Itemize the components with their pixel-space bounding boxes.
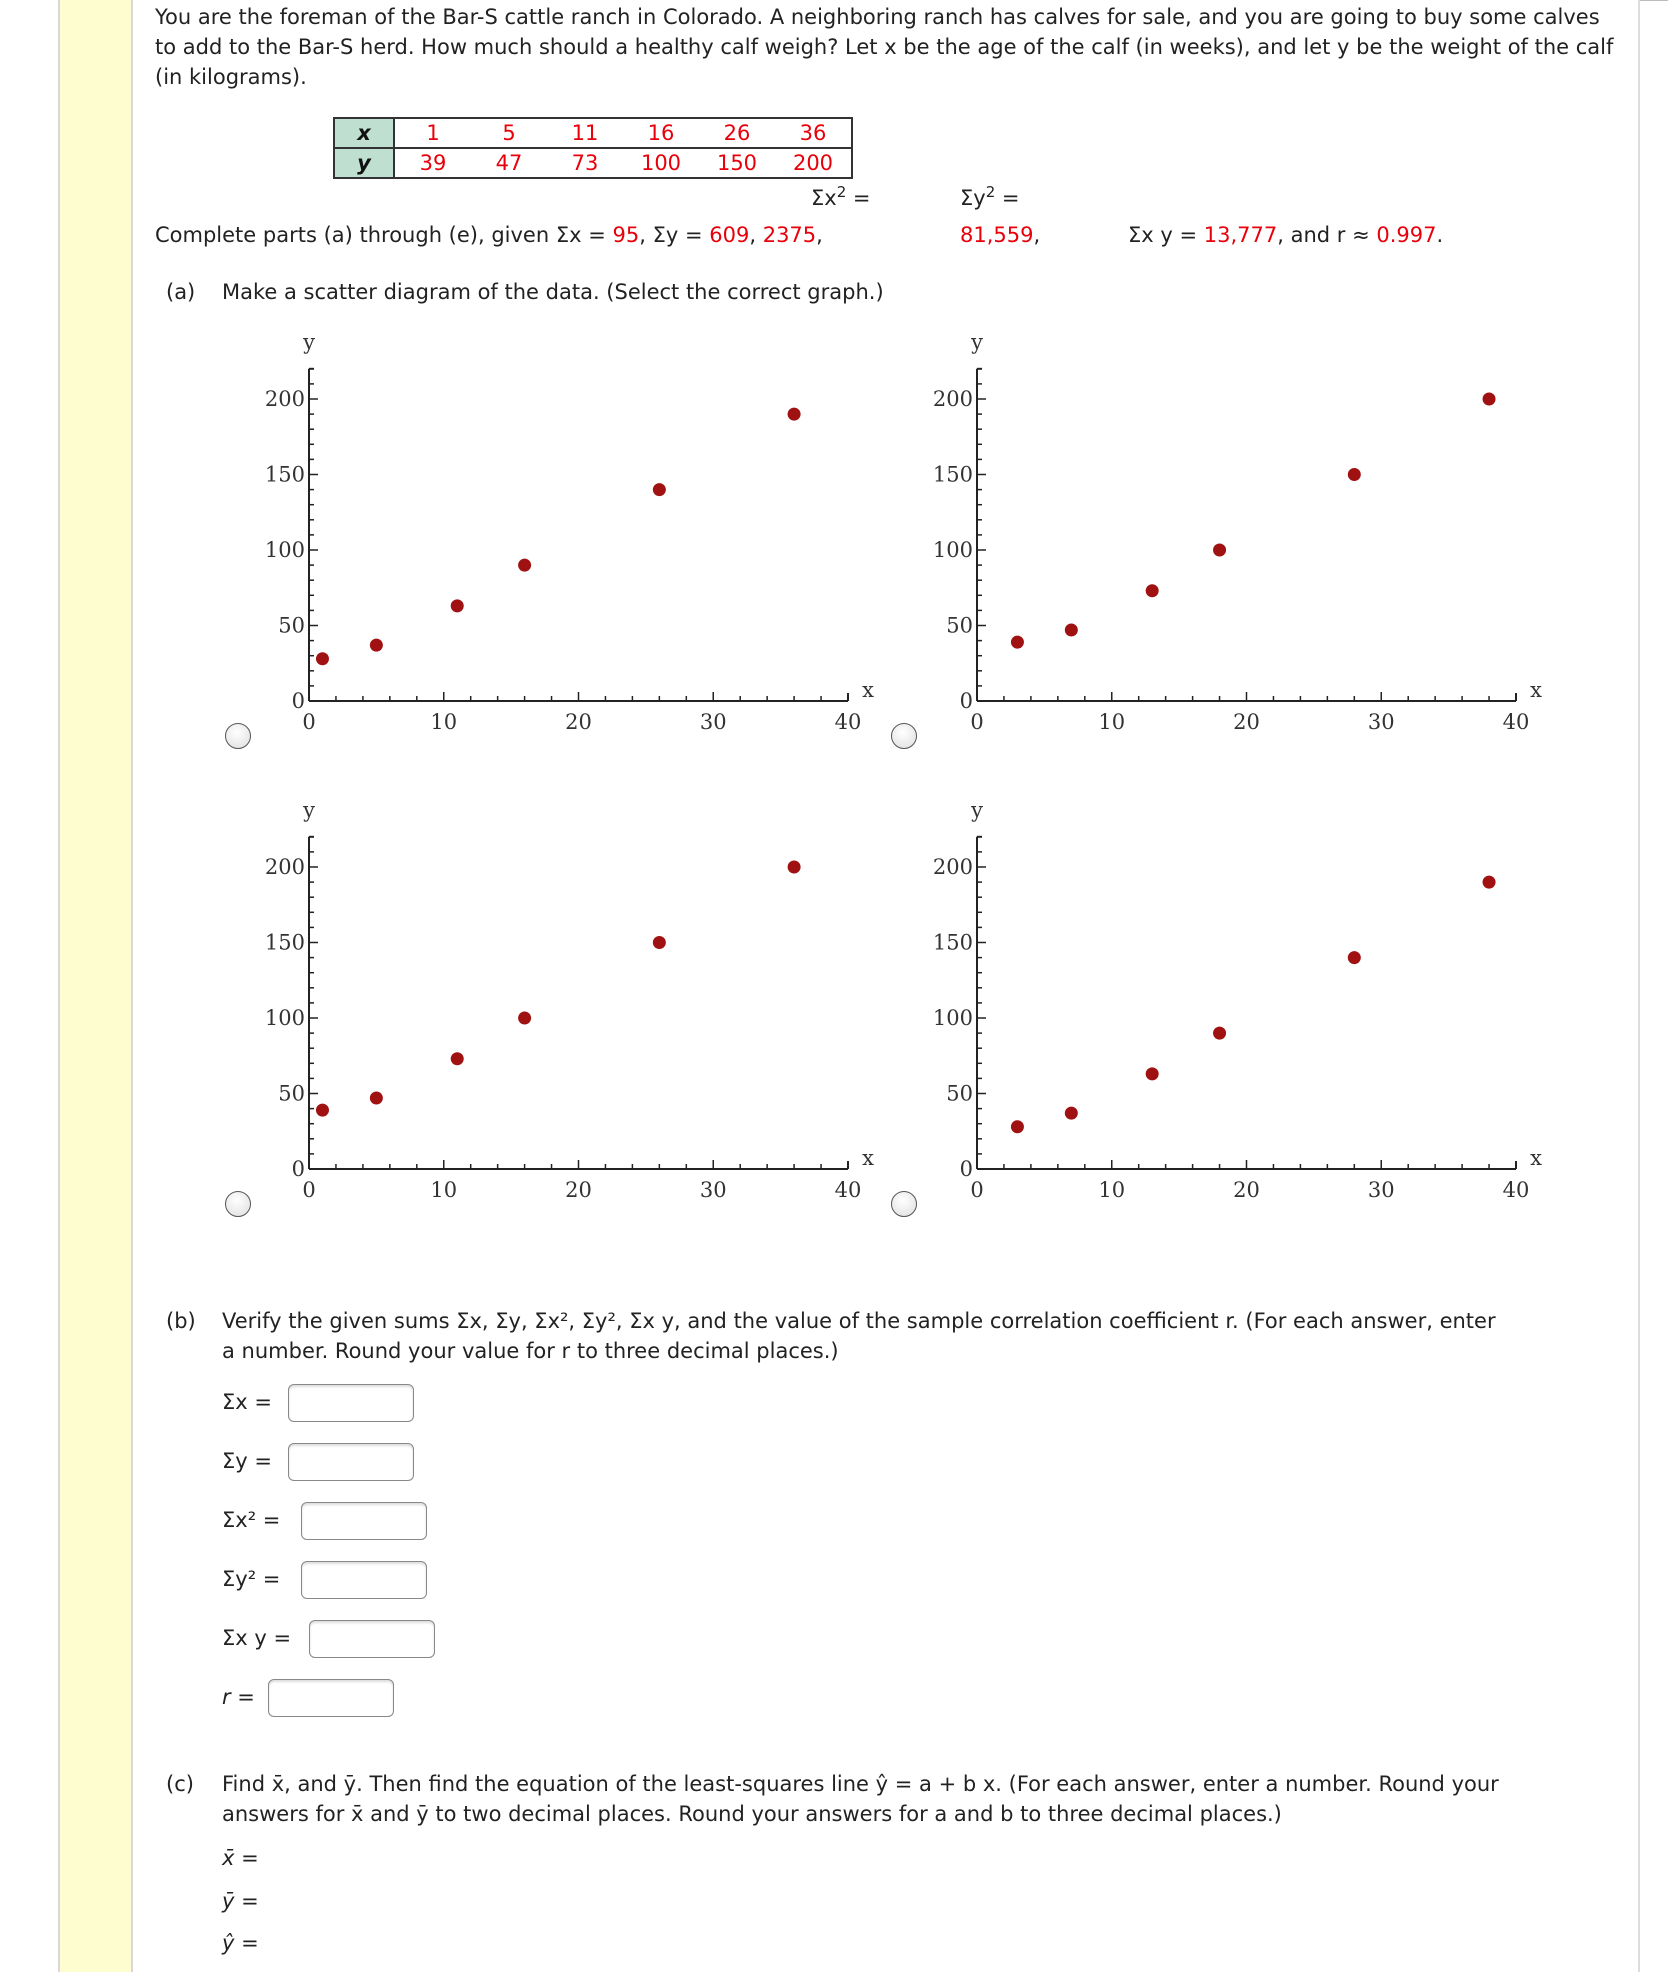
x-tick-label: 10 [430,710,458,734]
x-axis-label: x [862,1146,874,1170]
x-axis-label: x [862,678,874,702]
x-tick-label: 40 [834,1178,862,1202]
x-value: 1 [394,118,471,148]
part-b-letter: (b) [166,1309,196,1333]
data-point [1483,393,1496,406]
y-tick-label: 150 [264,462,305,487]
scatter-option-1 [229,321,874,741]
x-tick-label: 40 [1502,1178,1530,1202]
x-tick-label: 0 [302,1178,316,1202]
scatter-option-4 [897,789,1542,1209]
x-tick-label: 10 [1098,1178,1126,1202]
y-tick-label: 150 [932,930,973,955]
sum-y-field-label: Σy = [222,1449,272,1473]
data-point [518,559,531,572]
part-b-text-line1: Verify the given sums Σx, Σy, Σx², Σy², Σx y, and the value of the sample correlation coefficient r. (For each answer, enter [222,1309,1496,1333]
data-table [333,117,853,179]
data-point [1348,468,1361,481]
y-tick-label: 50 [278,613,305,638]
x-tick-label: 40 [834,710,862,734]
y-tick-label: 100 [932,538,973,562]
right-border [1638,0,1640,1972]
data-point [653,483,666,496]
data-point [370,639,383,652]
radio-option-3[interactable] [225,1191,251,1217]
sum-x2-input[interactable] [301,1502,427,1540]
y-tick-label: 100 [264,538,305,562]
data-point [316,652,329,665]
x-axis-label: x [1530,678,1542,702]
sum-y-input[interactable] [288,1443,414,1481]
y-tick-label: 0 [291,1157,305,1181]
y-axis-label: y [971,797,983,822]
y-tick-label: 100 [264,1006,305,1030]
y-tick-label: 50 [946,1081,973,1106]
y-value: 200 [792,151,834,175]
y-bar-label: ȳ = [222,1889,259,1913]
part-a-letter: (a) [166,280,196,304]
y-axis-label: y [303,797,315,822]
x-tick-label: 30 [699,1178,727,1202]
data-point [788,861,801,874]
sum-x2-label: $\Sigma x^2$ = [811,183,871,210]
y-axis-label: y [971,329,983,354]
problem-intro: You are the foreman of the Bar-S cattle ranch in Colorado. A neighboring ranch has calves for sale, and you are going to buy some calves to add to the Bar-S herd. How much should a healthy calf weigh? Let x be the age of the calf (in weeks), and let y be the weight of the calf (in kilograms). [155,5,1614,89]
y-header: y [334,148,394,178]
y-tick-label: 0 [291,689,305,713]
x-tick-label: 10 [1098,710,1126,734]
data-point [370,1092,383,1105]
data-point [451,1052,464,1065]
x-tick-label: 0 [302,710,316,734]
y-tick-label: 100 [932,1006,973,1030]
y-tick-label: 200 [264,855,305,879]
part-a-text: Make a scatter diagram of the data. (Select the correct graph.) [222,280,884,304]
x-value: 36 [775,118,852,148]
part-c-text-line1: Find x̄, and ȳ. Then find the equation of the least-squares line ŷ = a + b x. (For each answer, enter a number. Round your [222,1772,1499,1796]
sum-y2-label: $\Sigma y^2$ = [960,183,1020,210]
data-point [518,1012,531,1025]
sum-x-input[interactable] [288,1384,414,1422]
y-value: 73 [571,151,599,175]
x-bar-label: x̄ = [222,1846,259,1870]
given-sums-line: Complete parts (a) through (e), given Σx = 95, Σy = 609, 2375, [155,223,823,247]
y-row [334,148,852,178]
sum-xy-input[interactable] [309,1620,435,1658]
sum-x-field-label: Σx = [222,1390,272,1414]
y-tick-label: 200 [932,387,973,411]
part-c-letter: (c) [166,1772,194,1796]
given-sum-y2: 81,559, [960,223,1041,247]
y-tick-label: 150 [264,930,305,955]
data-point [1348,951,1361,964]
x-tick-label: 20 [565,710,592,734]
x-tick-label: 40 [1502,710,1530,734]
data-point [788,408,801,421]
top-border [1640,0,1668,1]
y-tick-label: 0 [959,689,973,713]
x-value: 16 [623,118,699,148]
sum-x2-field-label: Σx² = [222,1508,281,1532]
r-field-label: r = [222,1685,255,1709]
x-tick-label: 20 [1233,710,1260,734]
data-point [1065,624,1078,637]
given-sum-xy-r: Σx y = 13,777, and r ≈ 0.997. [1128,223,1444,247]
radio-option-1[interactable] [225,723,251,749]
y-value: 150 [716,151,758,175]
y-tick-label: 200 [932,855,973,879]
r-input[interactable] [268,1679,394,1717]
data-point [1011,1120,1024,1133]
data-point [1011,636,1024,649]
y-tick-label: 50 [946,613,973,638]
y-value: 47 [495,151,523,175]
radio-option-2[interactable] [891,723,917,749]
data-point [1213,544,1226,557]
x-tick-label: 30 [1367,1178,1395,1202]
x-header: x [334,118,394,148]
x-axis-label: x [1530,1146,1542,1170]
data-point [1065,1107,1078,1120]
x-tick-label: 30 [699,710,727,734]
left-margin-strip [58,0,133,1972]
y-value: 39 [419,151,447,175]
x-value: 26 [699,118,775,148]
y-tick-label: 0 [959,1157,973,1181]
scatter-option-3 [229,789,874,1209]
data-point [1213,1027,1226,1040]
x-value: 11 [547,118,623,148]
data-point [1146,1067,1159,1080]
x-tick-label: 10 [430,1178,458,1202]
x-tick-label: 30 [1367,710,1395,734]
data-point [1146,584,1159,597]
part-c-text-line2: answers for x̄ and ȳ to two decimal places. Round your answers for a and b to three decimal places.) [222,1802,1282,1826]
y-hat-label: ŷ = [222,1931,259,1955]
scatter-option-2 [897,321,1542,741]
y-tick-label: 150 [932,462,973,487]
y-value: 100 [640,151,682,175]
sum-y2-field-label: Σy² = [222,1567,281,1591]
data-point [316,1104,329,1117]
x-value: 5 [471,118,547,148]
data-point [451,599,464,612]
x-tick-label: 20 [1233,1178,1260,1202]
data-point [653,936,666,949]
y-tick-label: 200 [264,387,305,411]
radio-option-4[interactable] [891,1191,917,1217]
x-tick-label: 0 [970,710,984,734]
x-row [334,118,852,148]
data-point [1483,876,1496,889]
sum-y2-input[interactable] [301,1561,427,1599]
sum-xy-field-label: Σx y = [222,1626,292,1650]
x-tick-label: 0 [970,1178,984,1202]
part-b-text-line2: a number. Round your value for r to three decimal places.) [222,1339,839,1363]
y-axis-label: y [303,329,315,354]
x-tick-label: 20 [565,1178,592,1202]
y-tick-label: 50 [278,1081,305,1106]
